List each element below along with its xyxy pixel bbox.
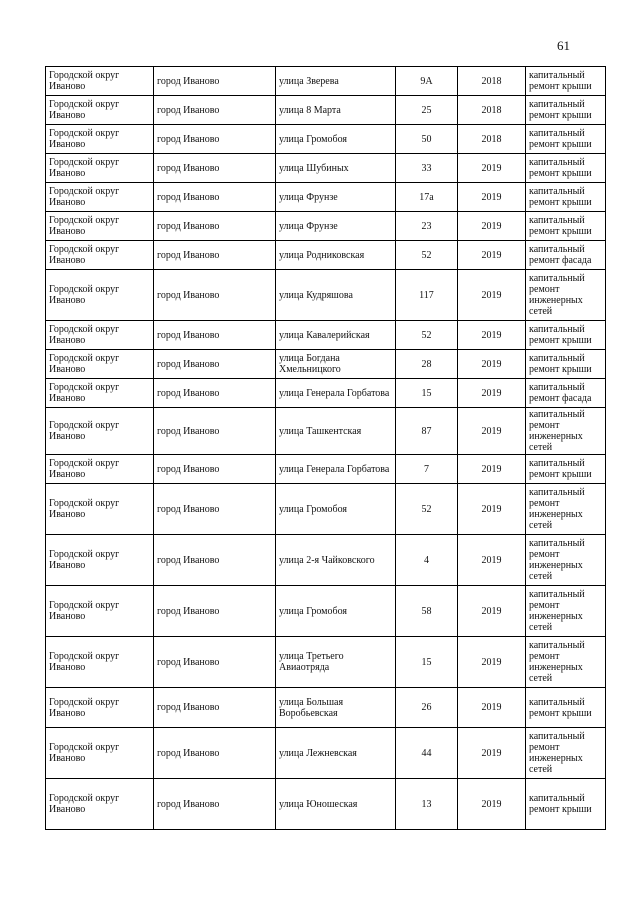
- municipality-cell: Городской округ Иваново: [46, 779, 154, 830]
- house-number-cell: 58: [396, 586, 458, 637]
- city-cell: город Иваново: [154, 125, 276, 154]
- year-cell: 2019: [458, 379, 526, 408]
- city-cell: город Иваново: [154, 586, 276, 637]
- house-number-cell: 26: [396, 688, 458, 728]
- table-row: [46, 535, 606, 586]
- house-number-cell: 15: [396, 637, 458, 688]
- table-row: [46, 270, 606, 321]
- city-cell: город Иваново: [154, 535, 276, 586]
- work-type-cell: капитальный ремонт инженерных сетей: [526, 484, 606, 535]
- table-row: [46, 688, 606, 728]
- year-cell: 2019: [458, 350, 526, 379]
- city-cell: город Иваново: [154, 455, 276, 484]
- street-cell: улица Громобоя: [276, 125, 396, 154]
- municipality-cell: Городской округ Иваново: [46, 125, 154, 154]
- municipality-cell: Городской округ Иваново: [46, 688, 154, 728]
- city-cell: город Иваново: [154, 241, 276, 270]
- house-number-cell: 17а: [396, 183, 458, 212]
- year-cell: 2019: [458, 455, 526, 484]
- street-cell: улица Кудряшова: [276, 270, 396, 321]
- table-row: [46, 67, 606, 96]
- house-number-cell: 28: [396, 350, 458, 379]
- work-type-cell: капитальный ремонт инженерных сетей: [526, 408, 606, 455]
- work-type-cell: капитальный ремонт крыши: [526, 183, 606, 212]
- table-row: [46, 183, 606, 212]
- house-number-cell: 44: [396, 728, 458, 779]
- table-row: [46, 586, 606, 637]
- street-cell: улица Громобоя: [276, 586, 396, 637]
- city-cell: город Иваново: [154, 270, 276, 321]
- municipality-cell: Городской округ Иваново: [46, 270, 154, 321]
- year-cell: 2019: [458, 484, 526, 535]
- work-type-cell: капитальный ремонт крыши: [526, 779, 606, 830]
- municipality-cell: Городской округ Иваново: [46, 586, 154, 637]
- house-number-cell: 52: [396, 484, 458, 535]
- table-row: [46, 154, 606, 183]
- work-type-cell: капитальный ремонт инженерных сетей: [526, 586, 606, 637]
- municipality-cell: Городской округ Иваново: [46, 535, 154, 586]
- city-cell: город Иваново: [154, 96, 276, 125]
- table-row: [46, 241, 606, 270]
- street-cell: улица Богдана Хмельницкого: [276, 350, 396, 379]
- city-cell: город Иваново: [154, 728, 276, 779]
- city-cell: город Иваново: [154, 321, 276, 350]
- house-number-cell: 33: [396, 154, 458, 183]
- table-row: [46, 779, 606, 830]
- house-number-cell: 52: [396, 241, 458, 270]
- work-type-cell: капитальный ремонт инженерных сетей: [526, 637, 606, 688]
- work-type-cell: капитальный ремонт крыши: [526, 688, 606, 728]
- table-row: [46, 125, 606, 154]
- table-row: [46, 350, 606, 379]
- street-cell: улица Родниковская: [276, 241, 396, 270]
- year-cell: 2019: [458, 154, 526, 183]
- municipality-cell: Городской округ Иваново: [46, 183, 154, 212]
- municipality-cell: Городской округ Иваново: [46, 637, 154, 688]
- table-row: [46, 212, 606, 241]
- year-cell: 2019: [458, 535, 526, 586]
- year-cell: 2019: [458, 586, 526, 637]
- city-cell: город Иваново: [154, 154, 276, 183]
- year-cell: 2019: [458, 779, 526, 830]
- city-cell: город Иваново: [154, 379, 276, 408]
- year-cell: 2019: [458, 688, 526, 728]
- work-type-cell: капитальный ремонт крыши: [526, 67, 606, 96]
- house-number-cell: 87: [396, 408, 458, 455]
- work-type-cell: капитальный ремонт инженерных сетей: [526, 270, 606, 321]
- house-number-cell: 9А: [396, 67, 458, 96]
- house-number-cell: 25: [396, 96, 458, 125]
- work-type-cell: капитальный ремонт инженерных сетей: [526, 535, 606, 586]
- work-type-cell: капитальный ремонт крыши: [526, 455, 606, 484]
- house-number-cell: 15: [396, 379, 458, 408]
- work-type-cell: капитальный ремонт крыши: [526, 154, 606, 183]
- street-cell: улица Ташкентская: [276, 408, 396, 455]
- year-cell: 2019: [458, 637, 526, 688]
- housing-repair-table: [45, 66, 606, 830]
- work-type-cell: капитальный ремонт крыши: [526, 212, 606, 241]
- page-number: 61: [557, 38, 570, 53]
- table-row: [46, 728, 606, 779]
- street-cell: улица 2-я Чайковского: [276, 535, 396, 586]
- year-cell: 2019: [458, 321, 526, 350]
- table-row: [46, 484, 606, 535]
- year-cell: 2018: [458, 125, 526, 154]
- city-cell: город Иваново: [154, 212, 276, 241]
- street-cell: улица Третьего Авиаотряда: [276, 637, 396, 688]
- table-row: [46, 321, 606, 350]
- work-type-cell: капитальный ремонт инженерных сетей: [526, 728, 606, 779]
- house-number-cell: 23: [396, 212, 458, 241]
- city-cell: город Иваново: [154, 484, 276, 535]
- city-cell: город Иваново: [154, 408, 276, 455]
- city-cell: город Иваново: [154, 779, 276, 830]
- year-cell: 2019: [458, 212, 526, 241]
- city-cell: город Иваново: [154, 688, 276, 728]
- table-row: [46, 96, 606, 125]
- municipality-cell: Городской округ Иваново: [46, 321, 154, 350]
- year-cell: 2019: [458, 183, 526, 212]
- street-cell: улица Зверева: [276, 67, 396, 96]
- street-cell: улица Генерала Горбатова: [276, 379, 396, 408]
- street-cell: улица Громобоя: [276, 484, 396, 535]
- house-number-cell: 52: [396, 321, 458, 350]
- street-cell: улица Кавалерийская: [276, 321, 396, 350]
- table-row: [46, 379, 606, 408]
- street-cell: улица Лежневская: [276, 728, 396, 779]
- table-row: [46, 408, 606, 455]
- work-type-cell: капитальный ремонт фасада: [526, 379, 606, 408]
- year-cell: 2018: [458, 96, 526, 125]
- table-row: [46, 455, 606, 484]
- street-cell: улица Фрунзе: [276, 183, 396, 212]
- work-type-cell: капитальный ремонт крыши: [526, 321, 606, 350]
- house-number-cell: 117: [396, 270, 458, 321]
- street-cell: улица Большая Воробьевская: [276, 688, 396, 728]
- municipality-cell: Городской округ Иваново: [46, 212, 154, 241]
- house-number-cell: 7: [396, 455, 458, 484]
- street-cell: улица 8 Марта: [276, 96, 396, 125]
- work-type-cell: капитальный ремонт крыши: [526, 96, 606, 125]
- work-type-cell: капитальный ремонт крыши: [526, 125, 606, 154]
- work-type-cell: капитальный ремонт фасада: [526, 241, 606, 270]
- house-number-cell: 13: [396, 779, 458, 830]
- house-number-cell: 50: [396, 125, 458, 154]
- house-number-cell: 4: [396, 535, 458, 586]
- city-cell: город Иваново: [154, 637, 276, 688]
- municipality-cell: Городской округ Иваново: [46, 379, 154, 408]
- street-cell: улица Юношеская: [276, 779, 396, 830]
- work-type-cell: капитальный ремонт крыши: [526, 350, 606, 379]
- year-cell: 2019: [458, 408, 526, 455]
- municipality-cell: Городской округ Иваново: [46, 728, 154, 779]
- street-cell: улица Генерала Горбатова: [276, 455, 396, 484]
- street-cell: улица Фрунзе: [276, 212, 396, 241]
- year-cell: 2018: [458, 67, 526, 96]
- city-cell: город Иваново: [154, 67, 276, 96]
- municipality-cell: Городской округ Иваново: [46, 350, 154, 379]
- municipality-cell: Городской округ Иваново: [46, 455, 154, 484]
- municipality-cell: Городской округ Иваново: [46, 484, 154, 535]
- year-cell: 2019: [458, 270, 526, 321]
- city-cell: город Иваново: [154, 183, 276, 212]
- street-cell: улица Шубиных: [276, 154, 396, 183]
- city-cell: город Иваново: [154, 350, 276, 379]
- table-row: [46, 637, 606, 688]
- year-cell: 2019: [458, 241, 526, 270]
- municipality-cell: Городской округ Иваново: [46, 154, 154, 183]
- municipality-cell: Городской округ Иваново: [46, 96, 154, 125]
- municipality-cell: Городской округ Иваново: [46, 241, 154, 270]
- municipality-cell: Городской округ Иваново: [46, 67, 154, 96]
- year-cell: 2019: [458, 728, 526, 779]
- municipality-cell: Городской округ Иваново: [46, 408, 154, 455]
- table-body: [46, 67, 606, 830]
